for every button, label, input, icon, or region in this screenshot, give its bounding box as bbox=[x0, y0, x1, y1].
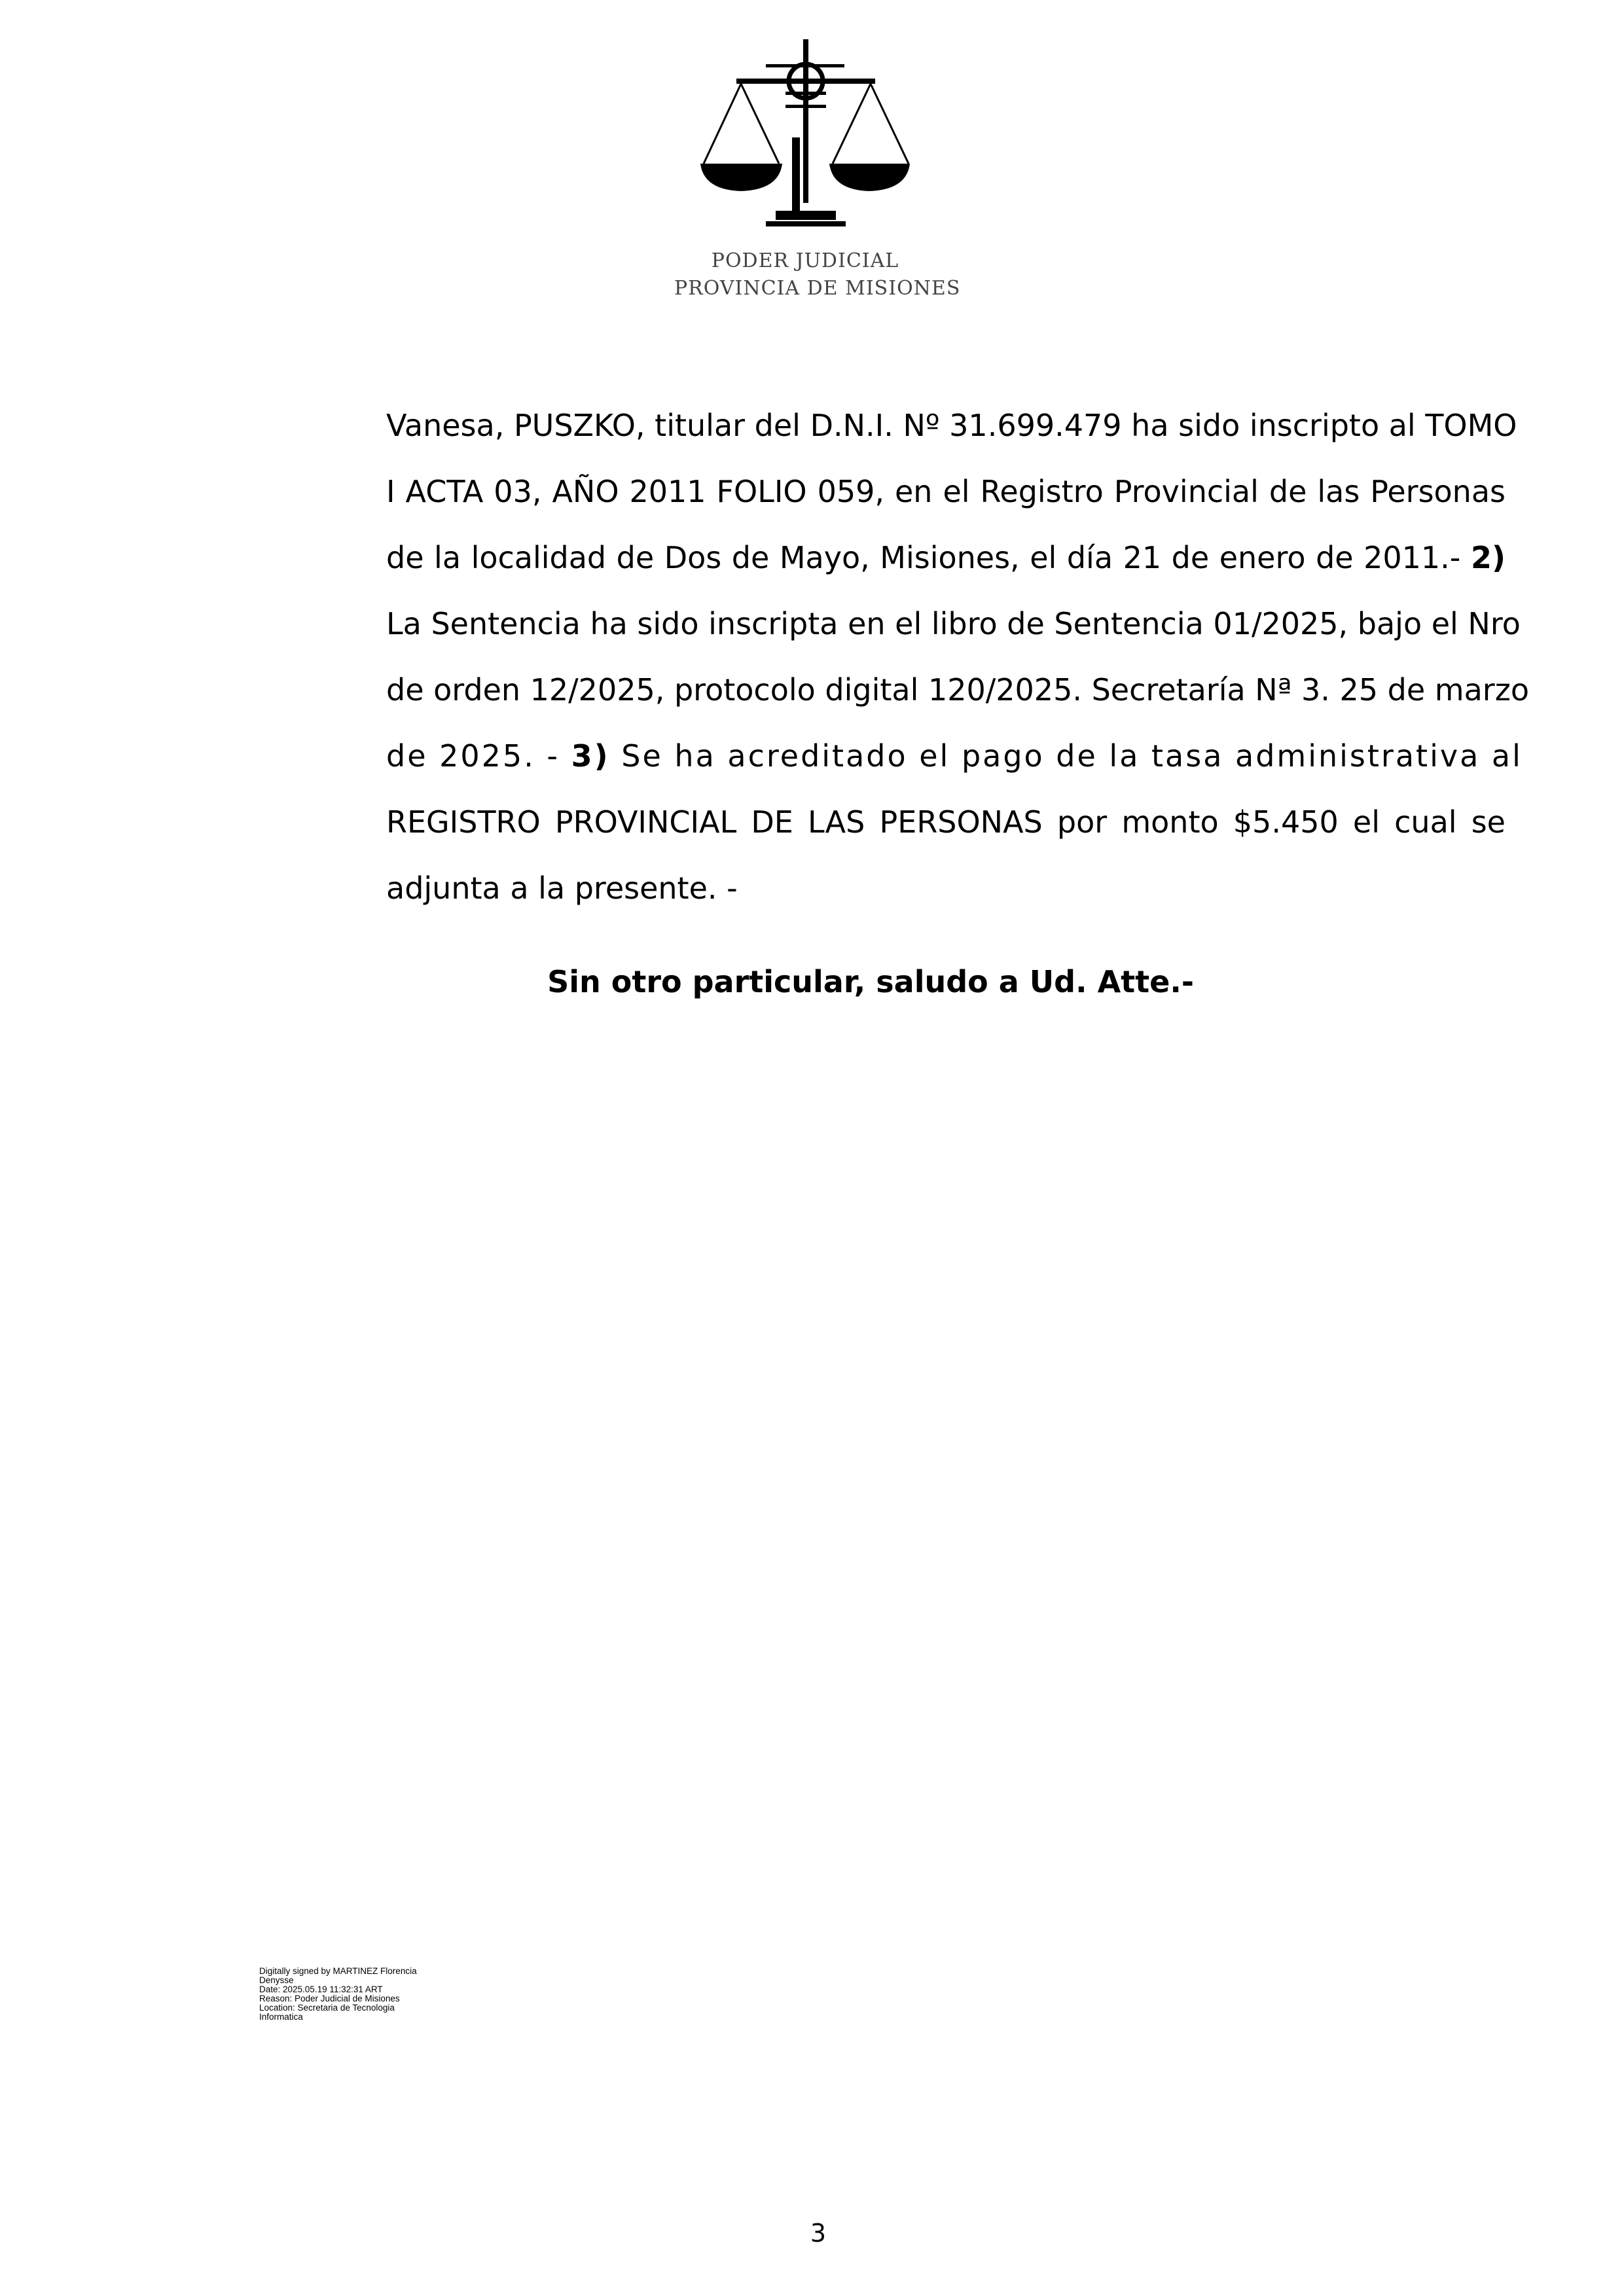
body-line-1: Vanesa, PUSZKO, titular del D.N.I. Nº 31.699.479 ha sido inscripto al TOMO bbox=[386, 408, 1517, 443]
signature-line-4: Reason: Poder Judicial de Misiones bbox=[259, 1994, 400, 2003]
body-line-6-text-b: Se ha acreditado el pago de la tasa administrativa al bbox=[609, 738, 1523, 774]
body-line-3-text: de la localidad de Dos de Mayo, Misiones, el día 21 de enero de 2011.- bbox=[386, 540, 1471, 575]
signature-line-6: Informatica bbox=[259, 2012, 303, 2022]
page-number: 3 bbox=[810, 2219, 827, 2248]
body-line-6-text-a: de 2025. - bbox=[386, 738, 571, 774]
signature-line-1: Digitally signed by MARTINEZ Florencia bbox=[259, 1966, 417, 1976]
body-line-3 bbox=[386, 525, 1506, 591]
institution-name-line2: PROVINCIA DE MISIONES bbox=[674, 277, 961, 300]
body-line-2: I ACTA 03, AÑO 2011 FOLIO 059, en el Registro Provincial de las Personas bbox=[386, 474, 1506, 509]
body-line-6 bbox=[386, 723, 1523, 789]
signature-line-5: Location: Secretaria de Tecnologia bbox=[259, 2003, 395, 2013]
letterhead bbox=[674, 39, 961, 302]
body-line-8: adjunta a la presente. - bbox=[386, 870, 738, 906]
body-line-4: La Sentencia ha sido inscripta en el libro de Sentencia 01/2025, bajo el Nro bbox=[386, 606, 1521, 641]
item-marker-2: 2) bbox=[1470, 540, 1506, 575]
item-marker-3: 3) bbox=[571, 738, 610, 774]
signature-line-3: Date: 2025.05.19 11:32:31 ART bbox=[259, 1984, 383, 1994]
institution-name-line1: PODER JUDICIAL bbox=[711, 249, 899, 272]
digital-signature-block bbox=[259, 1967, 417, 2022]
body-line-7: REGISTRO PROVINCIAL DE LAS PERSONAS por monto $5.450 el cual se bbox=[386, 804, 1506, 840]
scales-of-justice-icon bbox=[700, 39, 910, 236]
closing-salutation: Sin otro particular, saludo a Ud. Atte.- bbox=[547, 964, 1194, 999]
body-line-5: de orden 12/2025, protocolo digital 120/2025. Secretaría Nª 3. 25 de marzo bbox=[386, 672, 1530, 708]
signature-line-2: Denysse bbox=[259, 1975, 294, 1985]
body-paragraph bbox=[386, 393, 1530, 922]
